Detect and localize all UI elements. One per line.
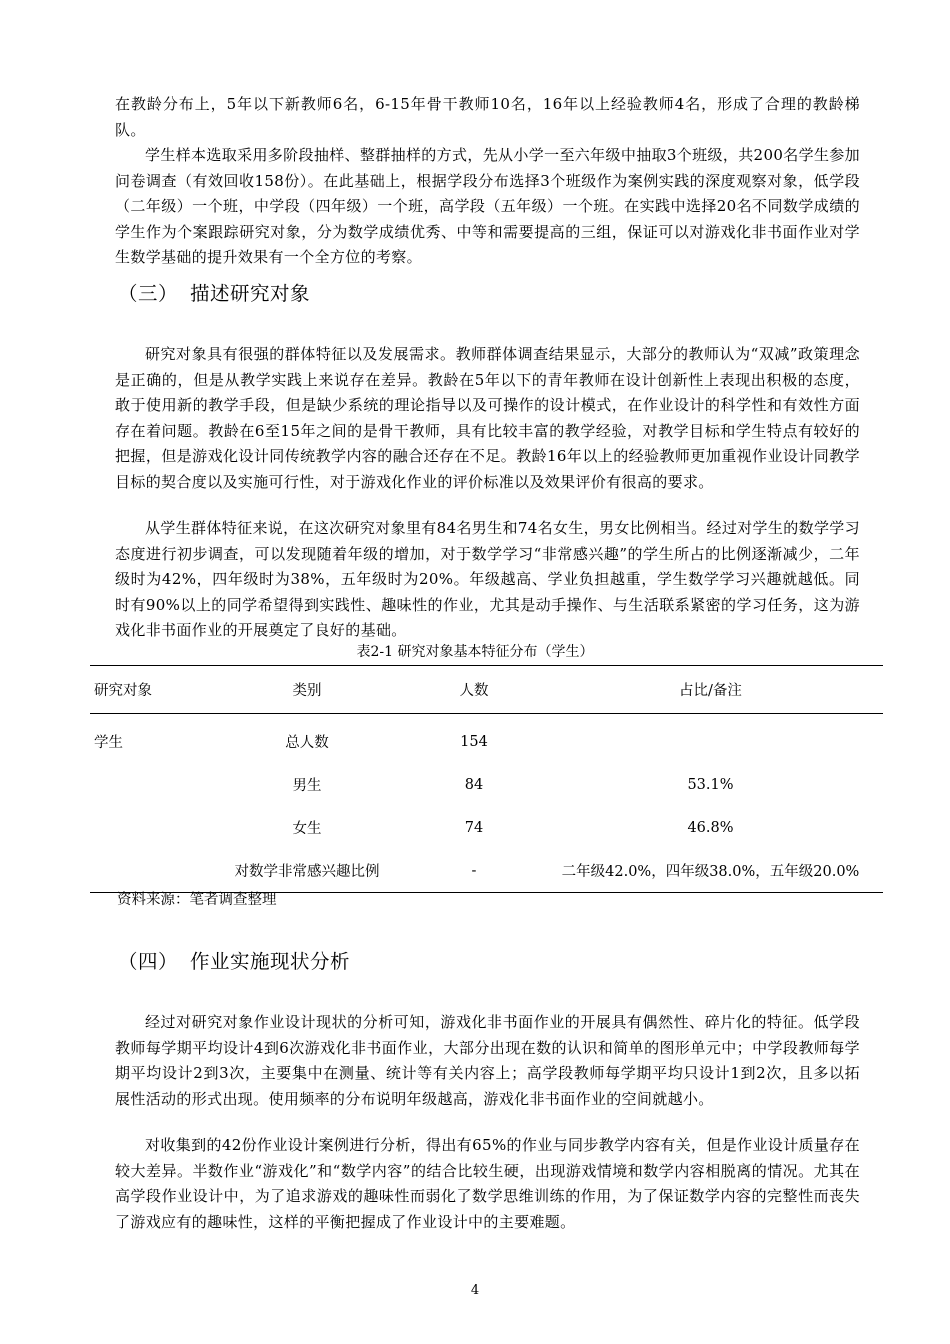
table-source-note: 资料来源：笔者调查整理 xyxy=(117,892,277,908)
table-header-cell: 研究对象 xyxy=(94,683,152,699)
table-header-cell: 人数 xyxy=(459,683,489,699)
section-number: （三） xyxy=(118,282,179,305)
table-cell: 女生 xyxy=(292,821,322,837)
student-features-table xyxy=(90,665,883,893)
page-number: 4 xyxy=(470,1283,480,1298)
paragraph-case-analysis: 对收集到的42份作业设计案例进行分析，得出有65%的作业与同步教学内容有关，但是作业设计质量存在较大差异。半数作业“游戏化”和“数学内容”的结合比较生硬，出现游戏情境和数学内容相脱离的情况。尤其在高学段作业设计中，为了追求游戏的趣味性而弱化了数学思维训练的作用，为了保证数学内容的完整性而丧失了游戏应有的趣味性，这样的平衡把握成了作业设计中的主要难题。 xyxy=(115,1136,860,1231)
table-caption: 表2-1 研究对象基本特征分布（学生） xyxy=(356,644,594,660)
table-cell: 总人数 xyxy=(285,735,329,751)
section-heading-4 xyxy=(118,946,350,974)
table-cell xyxy=(538,714,883,764)
table-cell: 74 xyxy=(464,819,484,836)
table-header-row xyxy=(90,666,883,714)
table-header-cell: 类别 xyxy=(292,683,322,699)
table-row xyxy=(90,806,883,849)
table-cell: 对数学非常感兴趣比例 xyxy=(234,864,380,880)
section-number: （四） xyxy=(118,950,179,973)
paragraph-teacher-age: 在教龄分布上，5年以下新教师6名，6-15年骨干教师10名，16年以上经验教师4名，形成了合理的教龄梯队。 xyxy=(115,95,860,139)
table-cell: - xyxy=(471,862,477,879)
table-cell xyxy=(90,763,204,806)
section-heading-3 xyxy=(118,278,310,306)
table-cell: 二年级42.0%，四年级38.0%，五年级20.0% xyxy=(561,864,860,880)
table-cell: 46.8% xyxy=(687,819,734,836)
table-cell: 男生 xyxy=(292,778,322,794)
table-row xyxy=(90,849,883,893)
table-cell: 154 xyxy=(460,733,488,750)
table-cell xyxy=(90,806,204,849)
section-title: 描述研究对象 xyxy=(190,282,311,305)
table-header-cell: 占比/备注 xyxy=(679,683,742,699)
section-title: 作业实施现状分析 xyxy=(190,950,351,973)
table-cell: 学生 xyxy=(94,735,123,751)
table-cell xyxy=(90,849,204,893)
table-cell: 84 xyxy=(464,776,484,793)
paragraph-student-features: 从学生群体特征来说，在这次研究对象里有84名男生和74名女生，男女比例相当。经过对学生的数学学习态度进行初步调查，可以发现随着年级的增加，对于数学学习“非常感兴趣”的学生所占的比例逐渐减少，二年级时为42%，四年级时为38%，五年级时为20%。年级越高、学业负担越重，学生数学学习兴趣就越低。同时有90%以上的同学希望得到实践性、趣味性的作业，尤其是动手操作、与生活联系紧密的学习任务，这为游戏化非书面作业的开展奠定了良好的基础。 xyxy=(115,519,860,639)
table-cell: 53.1% xyxy=(687,776,734,793)
paragraph-teacher-features: 研究对象具有很强的群体特征以及发展需求。教师群体调查结果显示，大部分的教师认为“双减”政策理念是正确的，但是从教学实践上来说存在差异。教龄在5年以下的青年教师在设计创新性上表现出积极的态度，敢于使用新的教学手段，但是缺少系统的理论指导以及可操作的设计模式，在作业设计的科学性和有效性方面存在着问题。教龄在6至15年之间的是骨干教师，具有比较丰富的教学经验，对教学目标和学生特点有较好的把握，但是游戏化设计同传统教学内容的融合还存在不足。教龄16年以上的经验教师更加重视作业设计同教学目标的契合度以及实施可行性，对于游戏化作业的评价标准以及效果评价有很高的要求。 xyxy=(115,345,860,491)
table-row xyxy=(90,714,883,764)
table-row xyxy=(90,763,883,806)
paragraph-homework-status: 经过对研究对象作业设计现状的分析可知，游戏化非书面作业的开展具有偶然性、碎片化的特征。低学段教师每学期平均设计4到6次游戏化非书面作业，大部分出现在数的认识和简单的图形单元中；中学段教师每学期平均设计2到3次，主要集中在测量、统计等有关内容上；高学段教师每学期平均只设计1到2次，且多以拓展性活动的形式出现。使用频率的分布说明年级越高，游戏化非书面作业的空间就越小。 xyxy=(115,1013,860,1108)
paragraph-student-sampling: 学生样本选取采用多阶段抽样、整群抽样的方式，先从小学一至六年级中抽取3个班级，共200名学生参加问卷调查（有效回收158份）。在此基础上，根据学段分布选择3个班级作为案例实践的深度观察对象，低学段（二年级）一个班，中学段（四年级）一个班，高学段（五年级）一个班。在实践中选择20名不同数学成绩的学生作为个案跟踪研究对象，分为数学成绩优秀、中等和需要提高的三组，保证可以对游戏化非书面作业对学生数学基础的提升效果有一个全方位的考察。 xyxy=(115,146,860,266)
